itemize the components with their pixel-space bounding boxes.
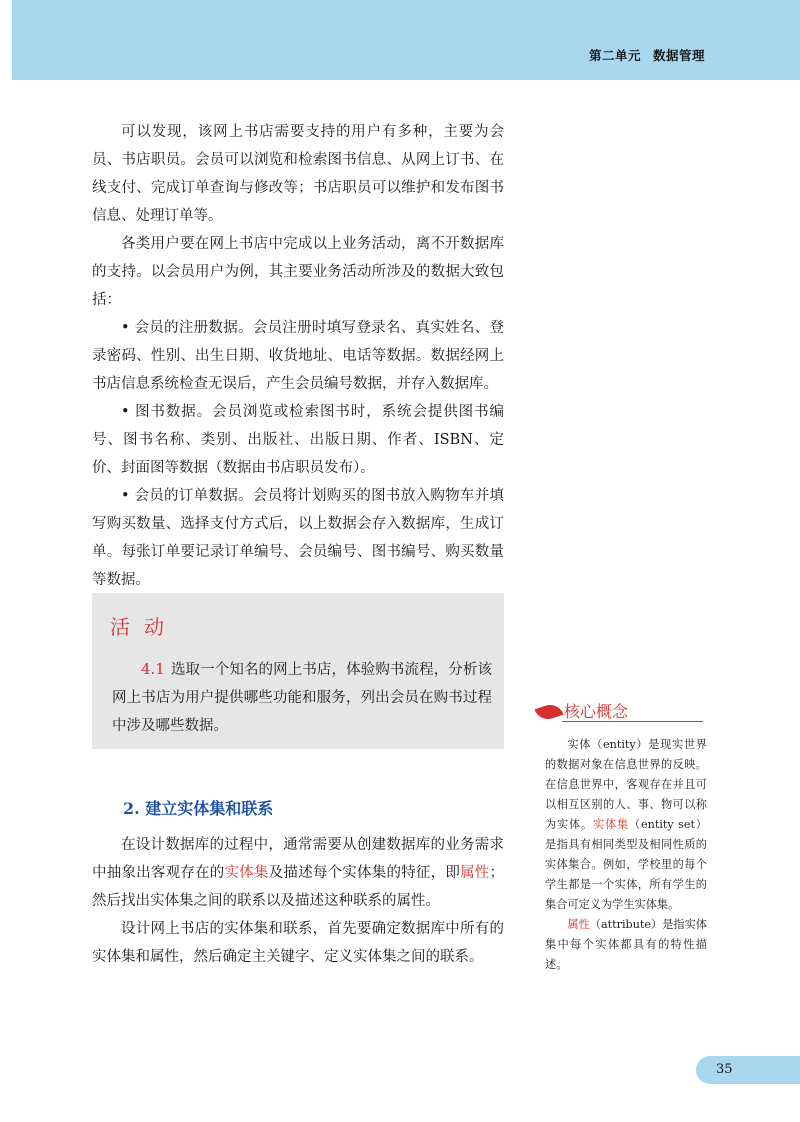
activity-description: 选取一个知名的网上书店，体验购书流程，分析该网上书店为用户提供哪些功能和服务，列出会员在购书过程中涉及哪些数据。	[112, 662, 492, 734]
core-concept-title: 核心概念	[564, 702, 629, 721]
bullet-order-data: • 会员的订单数据。会员将计划购买的图书放入购物车并填写购买数量、选择支付方式后，以上数据会存入数据库，生成订单。每张订单要记录订单编号、会员编号、图书编号、购买数量等数据。	[92, 488, 504, 588]
unit-label: 第二单元	[588, 48, 641, 63]
header-band	[12, 0, 800, 80]
concept-entity	[545, 735, 707, 915]
text-run: ；然后找出实体集之间的联系以及描述这种联系的属性。	[92, 865, 505, 909]
intro-paragraph-2: 各类用户要在网上书店中完成以上业务活动，离不开数据库的支持。以会员用户为例，其主要业务活动所涉及的数据大致包括：	[92, 236, 504, 308]
activity-box	[92, 593, 504, 749]
core-concept-underline	[562, 721, 703, 722]
page-number-tab	[696, 1056, 800, 1084]
section-heading: 2. 建立实体集和联系	[123, 799, 274, 818]
concept-term-entity-set: 实体集	[593, 818, 630, 831]
leaf-icon	[534, 701, 563, 722]
section-body	[92, 831, 504, 971]
running-header	[577, 46, 705, 64]
activity-number: 4.1	[141, 660, 165, 678]
section-paragraph-2: 设计网上书店的实体集和联系，首先要确定数据库中所有的实体集和属性，然后确定主关键字、定义实体集之间的联系。	[92, 921, 504, 965]
section-paragraph-1	[92, 831, 504, 915]
main-text	[92, 118, 504, 594]
term-attribute: 属性	[460, 865, 490, 881]
activity-text	[112, 655, 492, 740]
text-run: 及描述每个实体集的特征，即	[268, 865, 461, 881]
unit-title: 数据管理	[652, 48, 705, 63]
bullet-book-data: • 图书数据。会员浏览或检索图书时，系统会提供图书编号、图书名称、类别、出版社、出版日期、作者、ISBN、定价、封面图等数据（数据由书店职员发布）。	[92, 404, 504, 476]
text-run: （attribute）是指实体集中每个实体都具有的特性描述。	[545, 918, 707, 971]
text-run: （entity set）是指具有相同类型及相同性质的实体集合。例如，学校里的每个学生都是一个实体，所有学生的集合可定义为学生实体集。	[545, 818, 707, 911]
activity-title: 活动	[110, 615, 178, 639]
page-number: 35	[716, 1062, 733, 1077]
term-entity-set: 实体集	[224, 865, 269, 881]
core-concept-header	[536, 699, 704, 725]
text-run: 在设计数据库的过程中，通常需要从创建数据库的业务需求中抽象出客观存在的	[92, 837, 504, 881]
concept-attribute	[545, 915, 707, 975]
concept-term-attribute: 属性	[567, 918, 590, 931]
text-run: 实体（entity）是现实世界的数据对象在信息世界的反映。在信息世界中，客观存在并且可以相互区别的人、事、物可以称为实体。	[545, 738, 707, 831]
core-concept-body	[545, 735, 707, 975]
bullet-member-registration: • 会员的注册数据。会员注册时填写登录名、真实姓名、登录密码、性别、出生日期、收货地址、电话等数据。数据经网上书店信息系统检查无误后，产生会员编号数据，并存入数据库。	[92, 320, 504, 392]
intro-paragraph-1: 可以发现，该网上书店需要支持的用户有多种，主要为会员、书店职员。会员可以浏览和检索图书信息、从网上订书、在线支付、完成订单查询与修改等；书店职员可以维护和发布图书信息、处理订单等。	[92, 124, 504, 224]
